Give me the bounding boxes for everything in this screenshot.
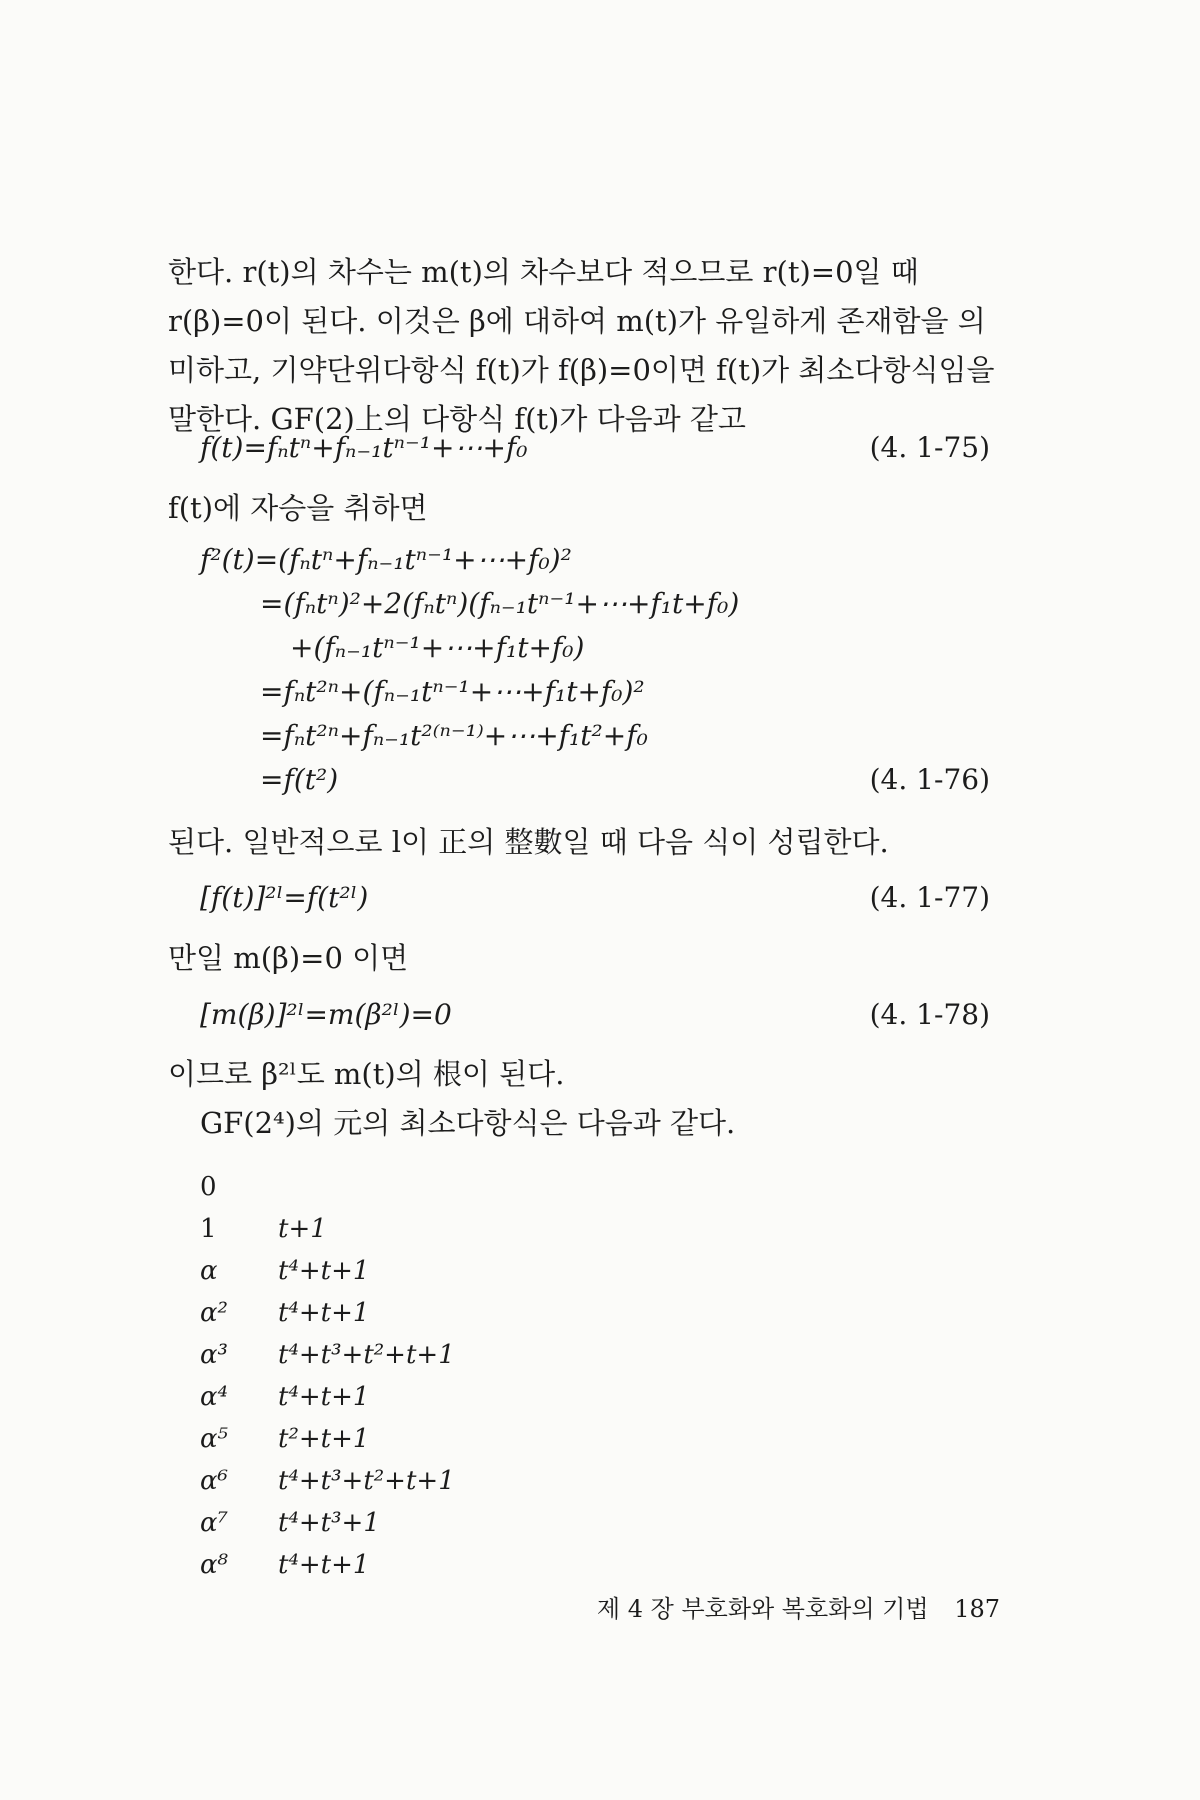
table-row bbox=[200, 1420, 369, 1458]
derivation-line: =(fₙtⁿ)²+2(fₙtⁿ)(fₙ₋₁tⁿ⁻¹+⋯+f₁t+f₀) bbox=[260, 587, 740, 620]
minimal-polynomial: t²+t+1 bbox=[278, 1424, 370, 1454]
page-footer bbox=[597, 1592, 1000, 1626]
equation-number: (4. 1-75) bbox=[869, 431, 990, 464]
derivation-line: +(fₙ₋₁tⁿ⁻¹+⋯+f₁t+f₀) bbox=[290, 631, 585, 664]
paragraph-line: 미하고, 기약단위다항식 f(t)가 f(β)=0이면 f(t)가 최소다항식임을 bbox=[168, 353, 995, 387]
paragraph-line: r(β)=0이 된다. 이것은 β에 대하여 m(t)가 유일하게 존재함을 의 bbox=[168, 304, 986, 338]
equation-text: [f(t)]²ˡ=f(t²ˡ) bbox=[200, 881, 369, 914]
minimal-polynomial: t+1 bbox=[278, 1214, 327, 1244]
page-number: 187 bbox=[954, 1595, 1000, 1623]
text-if-condition: 만일 m(β)=0 이면 bbox=[168, 941, 409, 975]
derivation-line: =f(t²) bbox=[260, 763, 339, 796]
derivation-line: =fₙt²ⁿ+(fₙ₋₁tⁿ⁻¹+⋯+f₁t+f₀)² bbox=[260, 675, 645, 708]
equation-4-1-75 bbox=[200, 428, 1000, 468]
text-general-statement: 된다. 일반적으로 l이 正의 整數일 때 다음 식이 성립한다. bbox=[168, 825, 889, 859]
minimal-polynomial: t⁴+t+1 bbox=[278, 1256, 370, 1286]
equation-text: [m(β)]²ˡ=m(β²ˡ)=0 bbox=[200, 998, 452, 1031]
equation-4-1-78 bbox=[200, 995, 1000, 1035]
field-element: α⁵ bbox=[200, 1424, 228, 1454]
equation-number-4-1-76: (4. 1-76) bbox=[869, 763, 990, 796]
paragraph-line: 한다. r(t)의 차수는 m(t)의 차수보다 적으므로 r(t)=0일 때 bbox=[168, 255, 919, 289]
table-row bbox=[200, 1462, 455, 1500]
minimal-polynomial: t⁴+t³+t²+t+1 bbox=[278, 1466, 455, 1496]
derivation-line: =fₙt²ⁿ+fₙ₋₁t²⁽ⁿ⁻¹⁾+⋯+f₁t²+f₀ bbox=[260, 719, 648, 752]
text-square-intro: f(t)에 자승을 취하면 bbox=[168, 491, 428, 525]
field-element: α⁷ bbox=[200, 1508, 228, 1538]
field-element: α² bbox=[200, 1298, 228, 1328]
minimal-polynomial: t⁴+t+1 bbox=[278, 1298, 370, 1328]
minimal-polynomial: t⁴+t+1 bbox=[278, 1382, 370, 1412]
field-element: α⁶ bbox=[200, 1466, 228, 1496]
equation-text: f(t)=fₙtⁿ+fₙ₋₁tⁿ⁻¹+⋯+f₀ bbox=[200, 431, 528, 464]
minimal-polynomial: t⁴+t+1 bbox=[278, 1550, 370, 1580]
minimal-polynomial: t⁴+t³+t²+t+1 bbox=[278, 1340, 455, 1370]
field-element: α⁴ bbox=[200, 1382, 228, 1412]
table-row bbox=[200, 1252, 369, 1290]
field-element: α⁸ bbox=[200, 1550, 228, 1580]
derivation-line: f²(t)=(fₙtⁿ+fₙ₋₁tⁿ⁻¹+⋯+f₀)² bbox=[200, 543, 572, 576]
equation-number: (4. 1-78) bbox=[869, 998, 990, 1031]
chapter-title: 제 4 장 부호화와 복호화의 기법 bbox=[596, 1595, 929, 1623]
text-root-statement: 이므로 β²ˡ도 m(t)의 根이 된다. bbox=[168, 1057, 565, 1091]
paragraph-intro bbox=[168, 248, 1000, 444]
paragraph-line: 말한다. GF(2)上의 다항식 f(t)가 다음과 같고 bbox=[168, 402, 746, 436]
table-row bbox=[200, 1168, 278, 1206]
field-element: 0 bbox=[200, 1172, 217, 1202]
field-element: α³ bbox=[200, 1340, 228, 1370]
table-row bbox=[200, 1546, 369, 1584]
table-row bbox=[200, 1210, 327, 1248]
equation-4-1-77 bbox=[200, 878, 1000, 918]
text-gf-statement: GF(2⁴)의 元의 최소다항식은 다음과 같다. bbox=[200, 1106, 736, 1140]
derivation-block bbox=[200, 538, 739, 802]
field-element: 1 bbox=[200, 1214, 217, 1244]
table-row bbox=[200, 1504, 380, 1542]
equation-number: (4. 1-77) bbox=[869, 881, 990, 914]
minimal-polynomial: t⁴+t³+1 bbox=[278, 1508, 380, 1538]
field-element: α bbox=[200, 1256, 218, 1286]
table-row bbox=[200, 1294, 369, 1332]
table-row bbox=[200, 1378, 369, 1416]
table-row bbox=[200, 1336, 455, 1374]
